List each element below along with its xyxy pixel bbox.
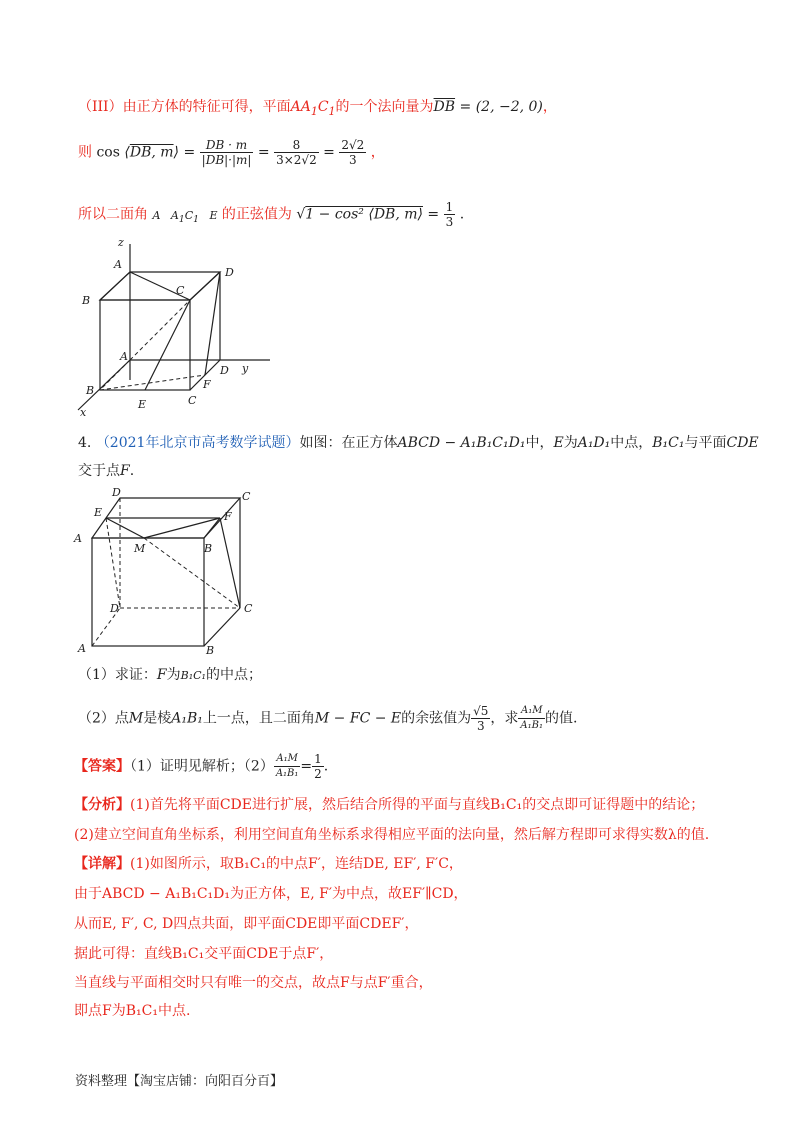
- detail-line2: 由于ABCD − A₁B₁C₁D₁为正方体，E, F′为中点，故EF′∥CD，: [74, 886, 468, 902]
- label-a: A: [120, 350, 128, 363]
- answer-value: $\frac{1}{2}$: [314, 752, 322, 781]
- label-m: M: [134, 542, 146, 555]
- cube-name: ABCD − A₁B₁C₁D₁: [397, 435, 526, 451]
- hidden-mc: [144, 538, 240, 608]
- detail-line1: 【详解】(1)如图所示，取B₁C₁的中点F′，连结DE, EF′, F′C，: [74, 856, 463, 872]
- label-c1: C: [176, 284, 185, 297]
- edge-a1b1: [100, 272, 130, 300]
- label-b: B: [86, 384, 95, 397]
- sin-result: $\frac{1}{3}$: [445, 200, 454, 229]
- answer-tag: 【答案】: [74, 758, 130, 775]
- answer-ratio: $\frac{\text{A₁M}}{\text{A₁B₁}}$: [275, 753, 299, 779]
- hidden-ac1: [130, 300, 190, 360]
- cos-frac1: $\frac{DB \cdot m}{|DB|\cdot|m|}$: [201, 138, 252, 167]
- label-b: B: [206, 644, 215, 656]
- dihedral-name: A $A_1C_1$ E: [152, 208, 218, 225]
- part3-intro: （III）由正方体的特征可得，平面: [78, 99, 291, 115]
- cos-frac2: $\frac{8}{3\times 2√2}$: [276, 138, 317, 167]
- edge-d1c1: [190, 272, 220, 300]
- label-z: z: [118, 236, 124, 249]
- hidden-bf: [100, 375, 205, 390]
- detail-line6: 即点F为B₁C₁中点.: [74, 1003, 191, 1019]
- analysis-line1: 【分析】(1)首先将平面CDE进行扩展，然后结合所得的平面与直线B₁C₁的交点即可证得题中的结论；: [74, 797, 705, 813]
- vector-db: $\overline{DB} = (2$, −2, 0): [433, 99, 543, 115]
- dihedral-prefix: 所以二面角: [78, 206, 148, 223]
- figure2-cube: [70, 486, 270, 656]
- label-b1: B: [82, 294, 91, 307]
- line-ec1: [145, 300, 190, 390]
- label-f: F: [203, 378, 211, 391]
- cos-line: 则 cos ⟨DB, m⟩ = $\frac{DB \cdot m}{|DB|\cdot|m|}$ = $\frac{8}{3\times 2√2}$ = $\frac{2√2}{3}$ ，: [78, 138, 385, 167]
- label-c1: C: [242, 490, 251, 503]
- sqrt-expr: √1 − cos² ⟨DB, m⟩: [296, 206, 423, 223]
- question1: （1）求证：F为B₁C₁的中点；: [78, 667, 262, 683]
- sin-text: 的正弦值为: [221, 206, 292, 223]
- label-d: D: [220, 364, 229, 377]
- line-em: [106, 518, 144, 538]
- label-d1: D: [225, 266, 234, 279]
- label-f: F: [224, 510, 232, 523]
- detail-tag: 【详解】: [74, 856, 130, 872]
- label-e: E: [94, 506, 103, 519]
- q2-ratio: $\frac{\text{A₁M}}{\text{A₁B₁}}$: [520, 705, 544, 731]
- problem4-line2: 交于点F.: [78, 463, 135, 479]
- cos-func: cos: [96, 144, 120, 161]
- line-fc: [220, 518, 240, 608]
- problem-source: （2021年北京市高考数学试题）: [95, 435, 300, 451]
- label-a1: A: [114, 258, 122, 271]
- footer-text: 资料整理【淘宝店铺：向阳百分百】: [75, 1074, 284, 1089]
- problem-number: 4.: [78, 435, 92, 451]
- q2-cos-value: $\frac{√5}{3}$: [473, 704, 489, 733]
- label-e: E: [138, 398, 147, 411]
- label-c: C: [188, 394, 197, 407]
- cos-frac3: $\frac{2√2}{3}$: [341, 138, 365, 167]
- label-d: D: [110, 602, 119, 615]
- answer-line: 【答案】（1）证明见解析；（2） $\frac{\text{A₁M}}{\text{A₁B₁}}$ = $\frac{1}{2}$ .: [74, 752, 329, 781]
- detail-line5: 当直线与平面相交时只有唯一的交点，故点F与点F′重合，: [74, 975, 433, 991]
- label-y: y: [242, 362, 249, 375]
- label-a1: A: [74, 532, 82, 545]
- cos-prefix: 则: [78, 144, 92, 161]
- front-face: [92, 538, 204, 646]
- dihedral-sine-line: 所以二面角 A $A_1C_1$ E 的正弦值为 √1 − cos² ⟨DB, m⟩ = $\frac{1}{3}$ .: [78, 200, 465, 229]
- problem4-line1: 4. （2021年北京市高考数学试题）如图：在正方体ABCD − A₁B₁C₁D₁中，E为A₁D₁中点，B₁C₁与平面CDE: [78, 435, 759, 451]
- analysis-line2: (2)建立空间直角坐标系，利用空间直角坐标系求得相应平面的法向量，然后解方程即可求得实数λ的值.: [74, 827, 710, 843]
- label-c: C: [244, 602, 253, 615]
- label-a: A: [78, 642, 86, 655]
- edge-bc: [204, 608, 240, 646]
- hidden-ed: [106, 518, 120, 608]
- part3-line: （III）由正方体的特征可得，平面$AA_1C_1$的一个法向量为$\overline{DB} = (2$, −2, 0)，: [78, 99, 557, 118]
- normal-text: 的一个法向量为: [335, 99, 434, 115]
- figure1-cube-coordinate: [70, 232, 290, 422]
- label-x: x: [80, 406, 87, 419]
- label-d1: D: [112, 486, 121, 499]
- analysis-tag: 【分析】: [74, 797, 130, 813]
- cos-angle-arg: ⟨DB, m⟩: [124, 144, 180, 161]
- plane-name: $AA_1C_1$: [290, 99, 336, 118]
- detail-line4: 据此可得：直线B₁C₁交平面CDE于点F′，: [74, 946, 334, 962]
- question2: （2）点M是棱A₁B₁上一点，且二面角M − FC − E的余弦值为 $\frac{√5}{3}$ ，求 $\frac{\text{A₁M}}{\text{A₁B₁}}$ 的值.: [78, 704, 578, 733]
- label-b1: B: [204, 542, 213, 555]
- detail-line3: 从而E, F′, C, D四点共面，即平面CDE即平面CDEF′，: [74, 916, 419, 932]
- line-mf: [144, 518, 220, 538]
